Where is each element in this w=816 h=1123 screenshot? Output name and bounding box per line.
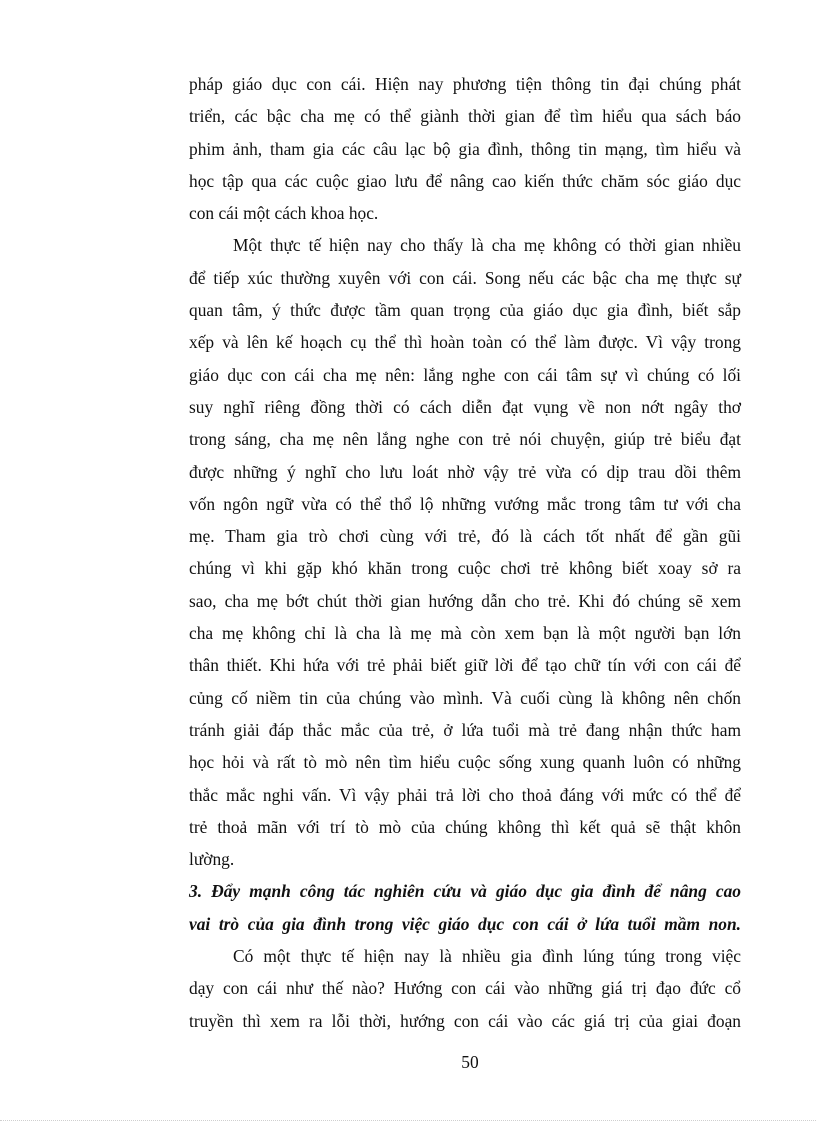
text-line: học hỏi và rất tò mò nên tìm hiểu cuộc sống xung quanh luôn có những: [189, 752, 741, 773]
text-line: pháp giáo dục con cái. Hiện nay phương tiện thông tin đại chúng phát: [189, 74, 741, 94]
text-line: dạy con cái như thế nào? Hướng con cái vào những giá trị đạo đức cổ: [189, 978, 741, 999]
text-line: xếp và lên kế hoạch cụ thể thì hoàn toàn có thể làm được. Vì vậy trong: [189, 332, 741, 353]
text-line: phim ảnh, tham gia các câu lạc bộ gia đình, thông tin mạng, tìm hiểu và: [189, 138, 741, 159]
page-bottom-divider: [0, 1120, 816, 1121]
text-line: tránh giải đáp thắc mắc của trẻ, ở lứa tuổi mà trẻ đang nhận thức ham: [189, 719, 741, 740]
text-line: vốn ngôn ngữ vừa có thể thổ lộ những vướng mắc trong tâm tư với cha: [189, 493, 741, 514]
text-line: sao, cha mẹ bớt chút thời gian hướng dẫn cho trẻ. Khi đó chúng sẽ xem: [189, 590, 741, 611]
text-line: được những ý nghĩ cho lưu loát nhờ vậy trẻ vừa có dịp trau dồi thêm: [189, 461, 741, 482]
text-line: quan tâm, ý thức được tầm quan trọng của giáo dục gia đình, biết sắp: [189, 300, 741, 321]
text-line: trong sáng, cha mẹ nên lắng nghe con trẻ nói chuyện, giúp trẻ biểu đạt: [189, 429, 741, 450]
text-line: để tiếp xúc thường xuyên với con cái. Song nếu các bậc cha mẹ thực sự: [189, 267, 741, 288]
paragraph-3: [189, 940, 741, 1037]
text-line: học tập qua các cuộc giao lưu để nâng cao kiến thức chăm sóc giáo dục: [189, 170, 741, 191]
paragraph-1: [189, 68, 741, 229]
text-line: cha mẹ không chỉ là cha là mẹ mà còn xem bạn là một người bạn lớn: [189, 623, 741, 644]
text-line: giáo dục con cái cha mẹ nên: lắng nghe con cái tâm sự vì chúng có lối: [189, 364, 741, 385]
paragraph-2: [189, 229, 741, 875]
text-line: mẹ. Tham gia trò chơi cùng với trẻ, đó là cách tốt nhất để gần gũi: [189, 526, 741, 547]
text-line: thân thiết. Khi hứa với trẻ phải biết giữ lời để tạo chữ tín với con cái để: [189, 655, 741, 676]
text-line: củng cố niềm tin của chúng vào mình. Và cuối cùng là không nên chốn: [189, 687, 741, 708]
heading-line: vai trò của gia đình trong việc giáo dục con cái ở lứa tuổi mầm non.: [189, 913, 741, 934]
text-line: con cái một cách khoa học.: [189, 203, 379, 224]
text-line: Một thực tế hiện nay cho thấy là cha mẹ không có thời gian nhiều: [233, 235, 741, 256]
text-line: trẻ thoả mãn với trí tò mò của chúng không thì kết quả sẽ thật khôn: [189, 816, 741, 837]
text-line: suy nghĩ riêng đồng thời có cách diễn đạt vụng về non nớt ngây thơ: [189, 396, 741, 417]
text-line: truyền thì xem ra lỗi thời, hướng con cái vào các giá trị của giai đoạn: [189, 1010, 741, 1031]
document-body: [189, 68, 741, 1037]
text-line: Có một thực tế hiện nay là nhiều gia đình lúng túng trong việc: [233, 946, 741, 967]
text-line: thắc mắc nghi vấn. Vì vậy phải trả lời cho thoả đáng với mức có thể để: [189, 784, 741, 805]
section-heading: [189, 875, 741, 940]
text-line: chúng vì khi gặp khó khăn trong cuộc chơi trẻ không biết xoay sở ra: [189, 558, 741, 579]
heading-line: 3. Đẩy mạnh công tác nghiên cứu và giáo dục gia đình để nâng cao: [189, 881, 741, 902]
text-line: lường.: [189, 849, 235, 870]
page-number: 50: [461, 1052, 479, 1072]
text-line: triển, các bậc cha mẹ có thể giành thời gian để tìm hiểu qua sách báo: [189, 106, 741, 127]
